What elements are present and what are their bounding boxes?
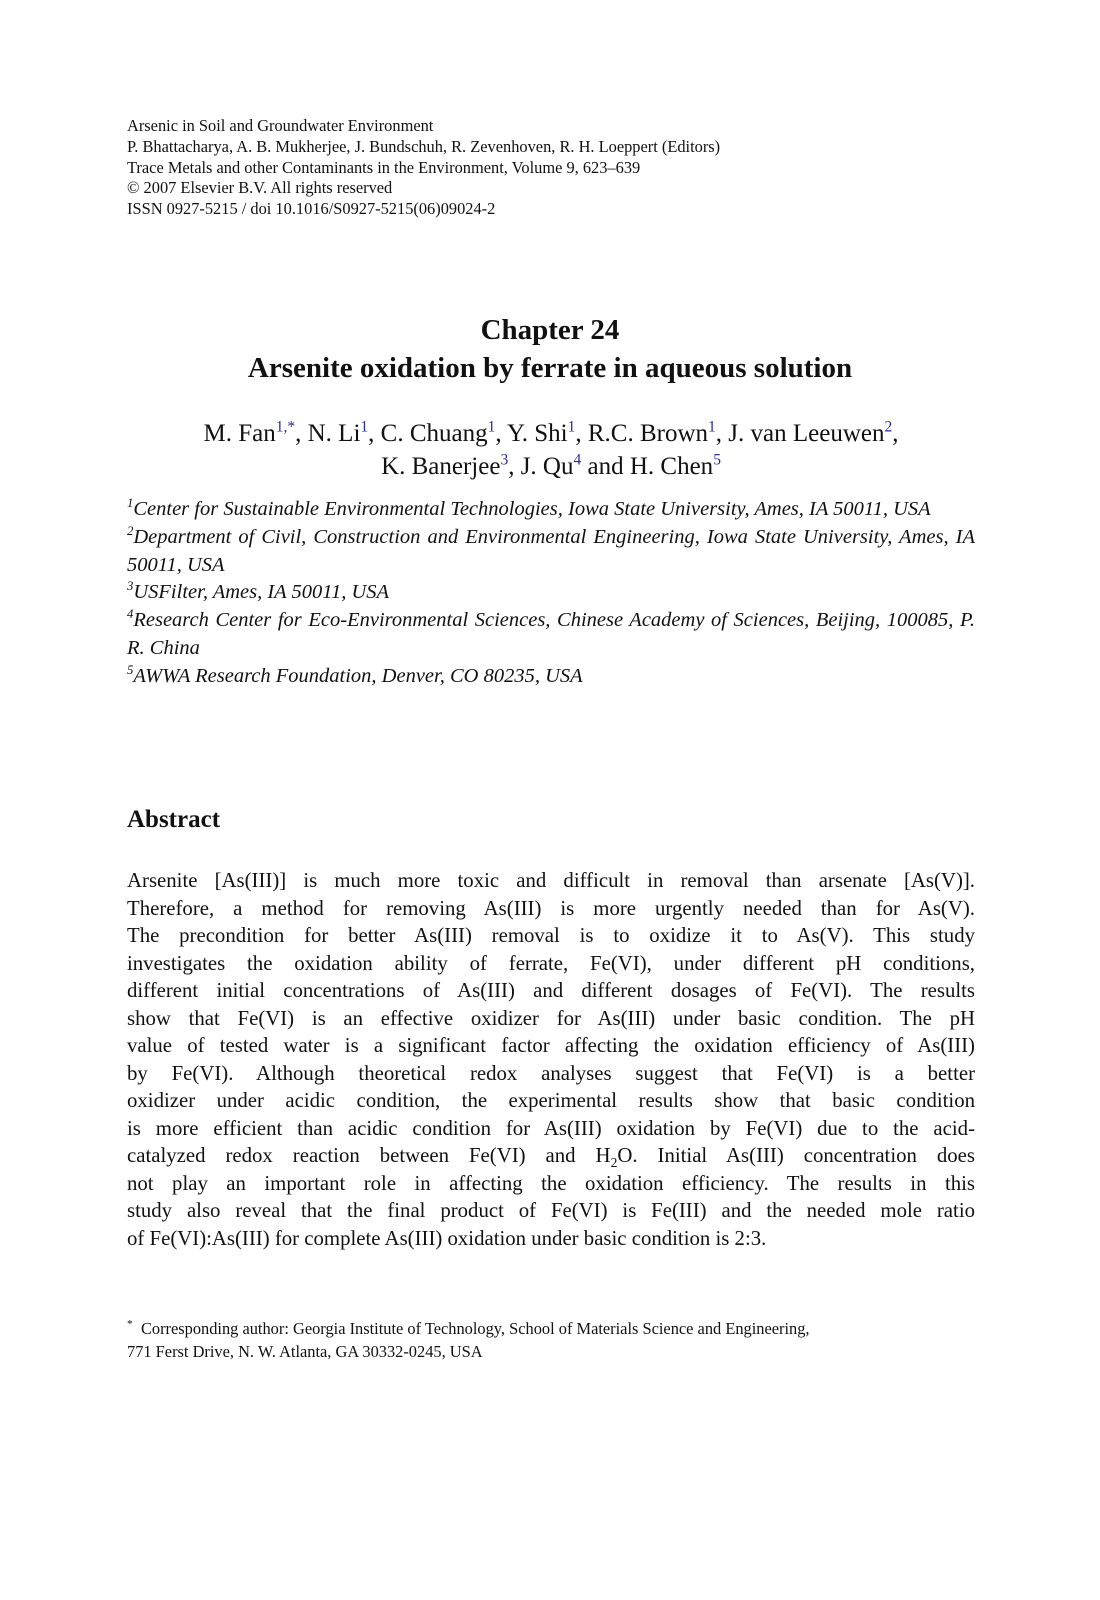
- author-name: J. van Leeuwen: [728, 420, 885, 447]
- abstract-line: catalyzed redox reaction between Fe(VI) and $H_2O$. Initial As(III) concentration does: [127, 1144, 975, 1171]
- author-affiliation-marker: 4: [573, 451, 582, 469]
- author-affiliation-marker: 1: [708, 418, 716, 436]
- author-list-line-2: K. Banerjee$^3$, J. Qu$^4$ and H. Chen$^5$: [381, 451, 721, 480]
- author-name: J. Qu: [520, 453, 574, 480]
- abstract-line: Therefore, a method for removing As(III) is more urgently needed than for As(V).: [127, 896, 975, 920]
- subscript: 2: [610, 1155, 618, 1171]
- footnote-marker: *: [127, 1318, 133, 1331]
- affiliation-marker: 2: [127, 523, 134, 538]
- abstract-line: oxidizer under acidic condition, the experimental results show that basic condition: [127, 1089, 975, 1112]
- corresponding-author-footnote: [127, 1318, 975, 1363]
- footnote-line: 771 Ferst Drive, N. W. Atlanta, GA 30332-0245, USA: [127, 1341, 483, 1361]
- author-name: R.C. Brown: [587, 420, 709, 447]
- affiliation-marker: 4: [127, 607, 134, 622]
- book-metadata: [127, 116, 987, 220]
- series-info: Trace Metals and other Contaminants in the Environment, Volume 9, 623–639: [127, 157, 641, 177]
- author-affiliation-marker: 1,*: [275, 418, 296, 436]
- affiliation-marker: 3: [127, 579, 134, 594]
- author-name: C. Chuang: [380, 420, 488, 447]
- chapter-label: Chapter 24: [480, 314, 620, 346]
- affiliation-text: Department of Civil, Construction and Environmental Engineering, Iowa State University, Ames, IA 50011, USA: [127, 525, 975, 576]
- author-name: K. Banerjee: [381, 453, 501, 480]
- abstract-line: is more efficient than acidic condition for As(III) oxidation by Fe(VI) due to the acid-: [127, 1116, 975, 1140]
- affiliation: [127, 496, 975, 524]
- abstract-line: The precondition for better As(III) removal is to oxidize it to As(V). This study: [127, 924, 975, 947]
- author-name: N. Li: [307, 420, 361, 447]
- abstract-heading: Abstract: [127, 806, 221, 833]
- affiliation-text: Center for Sustainable Environmental Technologies, Iowa State University, Ames, IA 50011, USA: [133, 498, 931, 520]
- affiliation-marker: 5: [127, 662, 134, 677]
- affiliation-marker: 1: [127, 496, 134, 511]
- affiliation-text: Research Center for Eco-Environmental Sciences, Chinese Academy of Sciences, Beijing, 100085, P. R. China: [127, 609, 975, 659]
- author-list-line-1: M. Fan$^{1,*}$, N. Li$^1$, C. Chuang$^1$, Y. Shi$^1$, R.C. Brown$^1$, J. van Leeuwen$^2$,: [203, 418, 899, 447]
- editors: P. Bhattacharya, A. B. Mukherjee, J. Bundschuh, R. Zevenhoven, R. H. Loeppert (Editors): [127, 136, 721, 156]
- author-name: M. Fan: [203, 420, 276, 447]
- copyright: © 2007 Elsevier B.V. All rights reserved: [127, 178, 393, 198]
- author-affiliation-marker: 1: [567, 418, 576, 436]
- author-name: H. Chen: [629, 453, 714, 480]
- abstract-line: of Fe(VI):As(III) for complete As(III) oxidation under basic condition is 2:3.: [127, 1226, 767, 1250]
- affiliation: [127, 663, 975, 691]
- author-affiliation-marker: 1: [360, 418, 369, 436]
- book-title: Arsenic in Soil and Groundwater Environment: [127, 116, 434, 135]
- abstract-line: not play an important role in affecting the oxidation efficiency. The results in this: [127, 1171, 975, 1195]
- author-affiliation-marker: 3: [500, 451, 509, 469]
- abstract-body: [127, 867, 975, 1252]
- affiliation-text: USFilter, Ames, IA 50011, USA: [133, 581, 390, 604]
- chapter-title: Arsenite oxidation by ferrate in aqueous solution: [247, 352, 853, 384]
- author-affiliation-marker: 5: [713, 451, 721, 469]
- abstract-line: value of tested water is a significant factor affecting the oxidation efficiency of As(III): [127, 1034, 975, 1057]
- abstract-line: Arsenite [As(III)] is much more toxic and difficult in removal than arsenate [As(V)].: [127, 869, 975, 892]
- author-affiliation-marker: 1: [487, 418, 496, 436]
- affiliation: [127, 524, 975, 580]
- affiliations: [127, 496, 975, 691]
- issn-doi: ISSN 0927-5215 / doi 10.1016/S0927-5215(06)09024-2: [127, 199, 496, 219]
- abstract-line: different initial concentrations of As(III) and different dosages of Fe(VI). The results: [127, 979, 975, 1002]
- abstract-line: study also reveal that the final product of Fe(VI) is Fe(III) and the needed mole ratio: [127, 1199, 975, 1222]
- affiliation: [127, 579, 975, 607]
- affiliation-text: AWWA Research Foundation, Denver, CO 80235, USA: [133, 664, 583, 687]
- author-affiliation-marker: 2: [884, 418, 893, 436]
- abstract-line: investigates the oxidation ability of ferrate, Fe(VI), under different pH conditions,: [127, 951, 975, 975]
- abstract-line: by Fe(VI). Although theoretical redox analyses suggest that Fe(VI) is a better: [127, 1061, 975, 1085]
- affiliation: [127, 607, 975, 663]
- author-name: Y. Shi: [506, 420, 568, 447]
- footnote-line: [127, 1318, 975, 1341]
- footnote-text: Corresponding author: Georgia Institute of Technology, School of Materials Science and Engineering,: [140, 1319, 810, 1338]
- abstract-line: show that Fe(VI) is an effective oxidizer for As(III) under basic condition. The pH: [127, 1006, 975, 1030]
